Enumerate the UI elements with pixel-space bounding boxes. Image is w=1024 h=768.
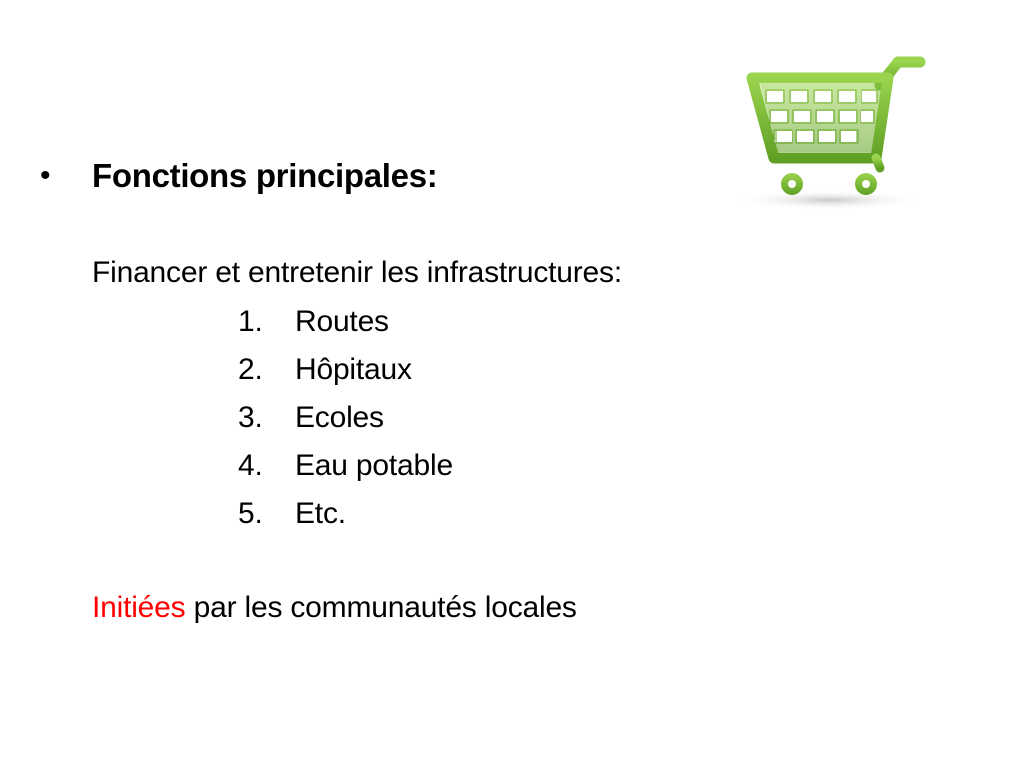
list-label: Routes	[295, 305, 389, 338]
list-number: 5.	[238, 497, 263, 530]
list-item	[238, 298, 453, 346]
footer-text: par les communautés locales	[185, 591, 577, 624]
subheading: Financer et entretenir les infrastructures:	[92, 256, 622, 289]
list-label: Ecoles	[295, 401, 384, 434]
list-number: 1.	[238, 305, 263, 338]
list-label: Hôpitaux	[295, 353, 412, 386]
slide-heading: Fonctions principales:	[92, 157, 438, 194]
list-number: 4.	[238, 449, 263, 482]
footer-line	[92, 586, 577, 630]
shopping-cart-icon	[730, 50, 930, 215]
list-label: Eau potable	[295, 449, 453, 482]
list-item	[238, 394, 453, 442]
highlight-word: Initiées	[92, 591, 186, 624]
list-item	[238, 490, 453, 538]
list-label: Etc.	[295, 497, 346, 530]
list-number: 2.	[238, 353, 263, 386]
infrastructure-list	[238, 298, 453, 538]
bullet-icon: •	[40, 159, 51, 192]
list-number: 3.	[238, 401, 263, 434]
list-item	[238, 346, 453, 394]
list-item	[238, 442, 453, 490]
heading-row	[40, 148, 437, 204]
